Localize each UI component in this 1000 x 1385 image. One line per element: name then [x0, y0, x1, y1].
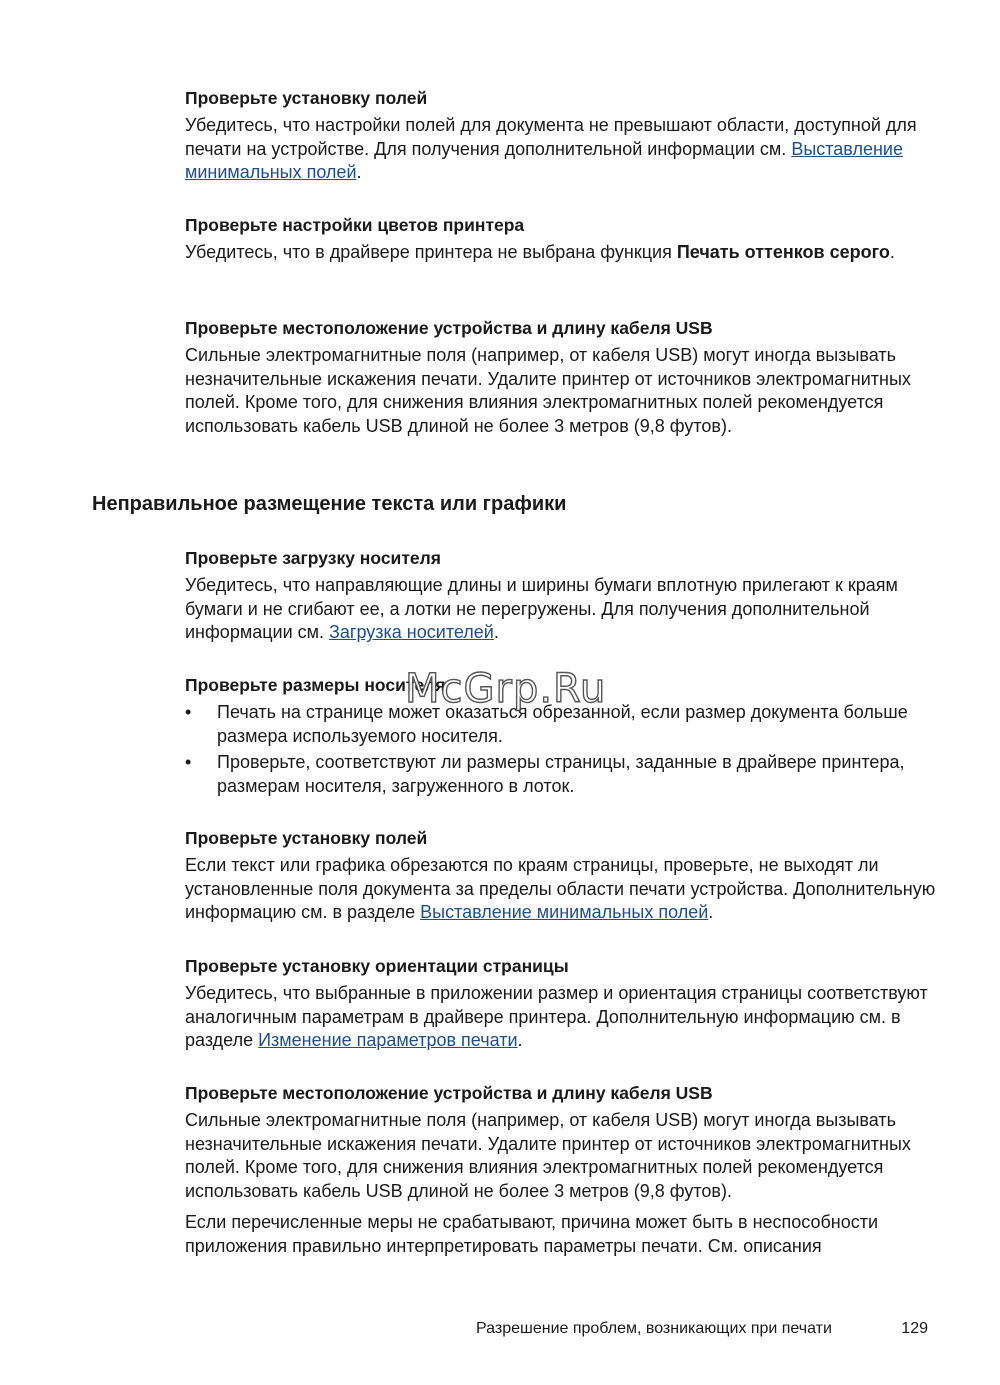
paragraph-text: .: [889, 242, 895, 262]
section-color-settings: [185, 213, 945, 265]
paragraph-text: Убедитесь, что в драйвере принтера не выбрана функция: [185, 242, 677, 262]
section-usb-cable-2: [185, 1081, 945, 1259]
section-orientation: [185, 954, 945, 1053]
section-paragraph: [185, 241, 945, 265]
section-paragraph: [185, 114, 945, 185]
link-min-margins[interactable]: Выставление минимальных полей: [420, 902, 709, 923]
section-paragraph: Если перечисленные меры не срабатывают, причина может быть в неспособности приложения правильно интерпретировать параметры печати. См. описания: [185, 1212, 879, 1256]
section-heading: Проверьте загрузку носителя: [185, 548, 441, 568]
section-paragraph: Сильные электромагнитные поля (например, от кабеля USB) могут иногда вызывать незначительные искажения печати. Удалите принтер от источников электромагнитных полей. Кроме того, для снижения влияния электромагнитных полей рекомендуется использовать кабель USB длиной не более 3 метров (9,8 футов).: [185, 345, 911, 436]
section-usb-cable: [185, 316, 945, 438]
section-paragraph: [185, 982, 945, 1053]
paragraph-text: Если текст или графика обрезаются по краям страницы, проверьте, не выходят ли установленные поля документа за пределы области печати устройства. Дополнительную информацию см. в разделе: [185, 855, 936, 923]
section-heading: Проверьте установку полей: [185, 828, 428, 848]
paragraph-text: .: [493, 622, 499, 643]
page-number: 129: [901, 1320, 928, 1337]
footer-title: Разрешение проблем, возникающих при печати: [476, 1320, 832, 1337]
section-paragraph: Сильные электромагнитные поля (например, от кабеля USB) могут иногда вызывать незначительные искажения печати. Удалите принтер от источников электромагнитных полей. Кроме того, для снижения влияния электромагнитных полей рекомендуется использовать кабель USB длиной не более 3 метров (9,8 футов).: [185, 1110, 911, 1201]
section-heading: Проверьте размеры носителя: [185, 675, 446, 695]
list-item-text: Проверьте, соответствуют ли размеры страницы, заданные в драйвере принтера, размерам носителя, загруженного в лоток.: [217, 752, 905, 796]
bold-option-name: Печать оттенков серого: [676, 242, 890, 262]
link-print-settings[interactable]: Изменение параметров печати: [258, 1030, 518, 1051]
link-load-media[interactable]: Загрузка носителей: [329, 622, 494, 643]
paragraph-text: Убедитесь, что выбранные в приложении размер и ориентация страницы соответствуют аналогичным параметрам в драйвере принтера. Дополнительную информацию см. в разделе: [185, 983, 928, 1051]
list-item: [185, 751, 945, 798]
section-load-media: [185, 546, 945, 645]
section-heading: Проверьте местоположение устройства и длину кабеля USB: [185, 1083, 713, 1103]
watermark: McGrp.Ru: [405, 666, 607, 712]
paragraph-text: .: [708, 902, 714, 923]
section-margins-setting: [185, 826, 945, 925]
paragraph-text: .: [517, 1030, 523, 1051]
section-heading: Проверьте установку ориентации страницы: [185, 956, 569, 976]
section-paragraph: [185, 574, 945, 645]
bullet-icon: •: [185, 752, 192, 773]
paragraph-text: Убедитесь, что настройки полей для документа не превышают области, доступной для печати на устройстве. Для получения дополнительной информации см.: [185, 115, 917, 159]
paragraph-text: Убедитесь, что направляющие длины и ширины бумаги вплотную прилегают к краям бумаги и не сгибают ее, а лотки не перегружены. Для получения дополнительной информации см.: [185, 575, 898, 643]
section-margins-check: [185, 86, 945, 185]
section-title: Неправильное размещение текста или графики: [92, 493, 567, 515]
section-heading: Проверьте установку полей: [185, 88, 428, 108]
bullet-list: [185, 701, 945, 798]
paragraph-text: .: [356, 162, 362, 183]
section-heading: Проверьте настройки цветов принтера: [185, 215, 525, 235]
section-heading: Проверьте местоположение устройства и длину кабеля USB: [185, 318, 713, 338]
bullet-icon: •: [185, 702, 192, 722]
link-min-margins[interactable]: Выставление минимальных полей: [185, 138, 903, 183]
list-item-text: Печать на странице может оказаться обрезанной, если размер документа больше размера используемого носителя.: [217, 702, 908, 746]
section-paragraph: [185, 854, 945, 925]
